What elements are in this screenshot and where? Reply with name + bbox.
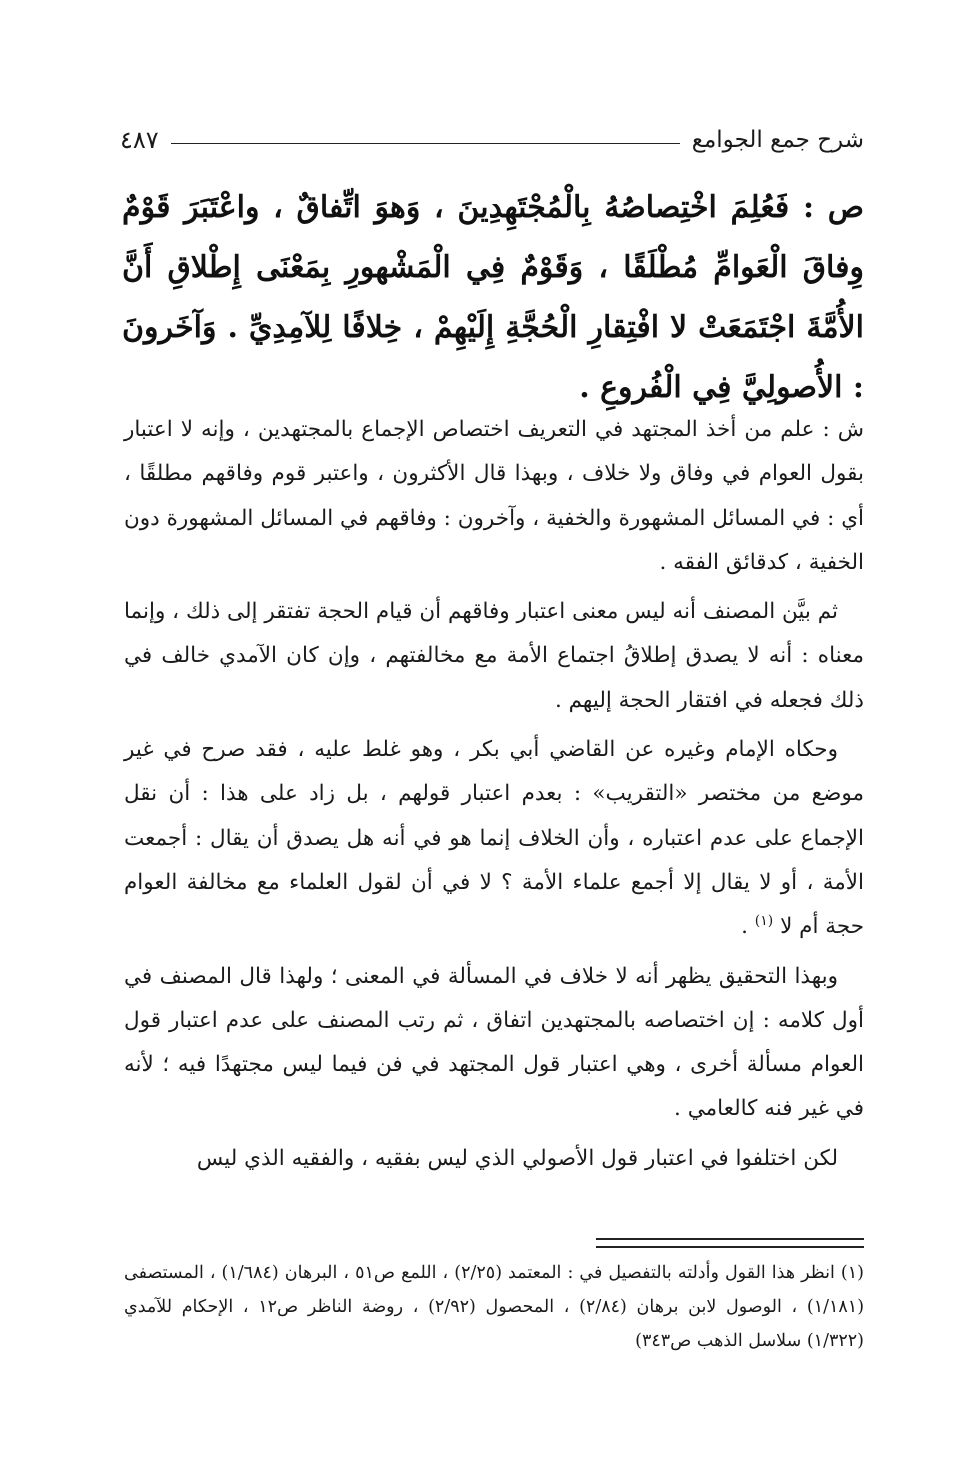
running-header <box>120 120 864 160</box>
commentary <box>124 408 864 1186</box>
footnote-separator <box>596 1238 864 1248</box>
commentary-paragraph-4: وبهذا التحقيق يظهر أنه لا خلاف في المسألة في المعنى ؛ ولهذا قال المصنف في أول كلامه : إن اختصاصه بالمجتهدين اتفاق ، ثم رتب المصنف على عدم اعتبار قول العوام مسألة أخرى ، وهي اعتبار قول المجتهد في فن فيما ليس مجتهدًا فيه ؛ لأنه في غير فنه كالعامي . <box>124 963 864 1122</box>
running-title: شرح جمع الجوامع <box>691 127 864 153</box>
commentary-paragraph-1: ش : علم من أخذ المجتهد في التعريف اختصاص الإجماع بالمجتهدين ، وإنه لا اعتبار بقول العوام في وفاق ولا خلاف ، وبهذا قال الأكثرون ، واعتبر قوم وفاقهم مطلقًا ، أي : في المسائل المشهورة والخفية ، وآخرون : وفاقهم في المسائل المشهورة دون الخفية ، كدقائق الفقه . <box>124 417 864 575</box>
footnotes <box>124 1256 864 1358</box>
commentary-paragraph-3 <box>124 728 864 949</box>
header-rule <box>171 143 680 144</box>
commentary-paragraph-5: لكن اختلفوا في اعتبار قول الأصولي الذي ليس بفقيه ، والفقيه الذي ليس <box>196 1145 838 1171</box>
footnote-1: (١) انظر هذا القول وأدلته بالتفصيل في : المعتمد (٢/٢٥) ، اللمع ص٥١ ، البرهان (١/٦٨٤) ، المستصفى (١/١٨١) ، الوصول لابن برهان (٢/٨٤) ، المحصول (٢/٩٢) ، روضة الناظر ص١٢ ، الإحكام للآمدي (١/٣٢٢) سلاسل الذهب ص٣٤٣) <box>124 1263 865 1351</box>
commentary-paragraph-2: ثم بيَّن المصنف أنه ليس معنى اعتبار وفاقهم أن قيام الحجة تفتقر إلى ذلك ، وإنما معناه : أنه لا يصدق إطلاقُ اجتماع الأمة مع مخالفتهم ، وإن كان الآمدي خالف في ذلك فجعله في افتقار الحجة إليهم . <box>124 599 864 713</box>
matn-text: ص : فَعُلِمَ اخْتِصاصُهُ بِالْمُجْتَهِدِينَ ، وَهوَ اتِّفاقٌ ، واعْتَبَرَ قَوْمٌ وِفاقَ الْعَوامِّ مُطْلَقًا ، وَقَوْمٌ فِي الْمَشْهورِ بِمَعْنَى إِطْلاقِ أَنَّ الأُمَّةَ اجْتَمَعَتْ لا افْتِقارِ الْحُجَّةِ إِلَيْهِمْ ، خِلافًا لِلآمِدِيِّ . وَآخَرونَ : الأُصولِيَّ فِي الْفُروعِ . <box>122 190 864 405</box>
paragraph-3-end: . <box>741 914 755 940</box>
footnote-reference[interactable]: (١) <box>754 913 774 930</box>
page-number: ٤٨٧ <box>120 126 159 154</box>
commentary-paragraph-3-text: وحكاه الإمام وغيره عن القاضي أبي بكر ، وهو غلط عليه ، فقد صرح في غير موضع من مختصر «التقريب» : بعدم اعتبار قولهم ، بل زاد على هذا : أن نقل الإجماع على عدم اعتباره ، وأن الخلاف إنما هو في أنه هل يصدق أن يقال : أجمعت الأمة ، أو لا يقال إلا أجمع علماء الأمة ؟ لا في أن لقول العلماء مع مخالفة العوام حجة أم لا <box>124 737 864 940</box>
